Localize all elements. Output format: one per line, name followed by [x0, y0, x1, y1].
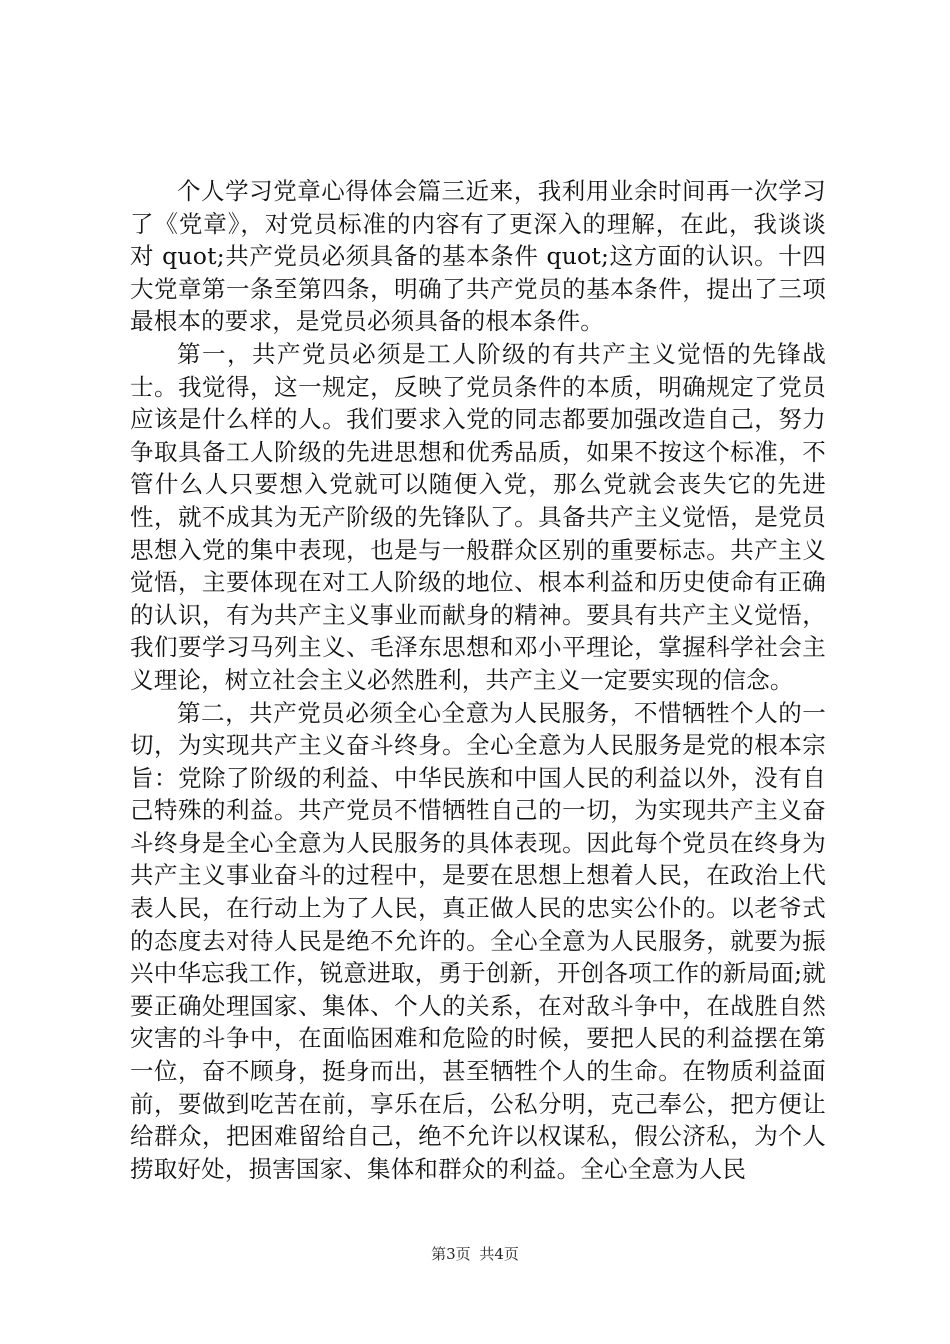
paragraph-3: 第二，共产党员必须全心全意为人民服务，不惜牺牲个人的一切，为实现共产主义奋斗终身。全心全意为人民服务是党的根本宗旨：党除了阶级的利益、中华民族和中国人民的利益以外，没有自己特殊的利益。共产党员不惜牺牲自己的一切，为实现共产主义奋斗终身是全心全意为人民服务的具体表现。因此每个党员在终身为共产主义事业奋斗的过程中，是要在思想上想着人民，在政治上代表人民，在行动上为了人民，真正做人民的忠实公仆的。以老爷式的态度去对待人民是绝不允许的。全心全意为人民服务，就要为振兴中华忘我工作，锐意进取，勇于创新，开创各项工作的新局面;就要正确处理国家、集体、个人的关系，在对敌斗争中，在战胜自然灾害的斗争中，在面临困难和危险的时候，要把人民的利益摆在第一位，奋不顾身，挺身而出，甚至牺牲个人的生命。在物质利益面前，要做到吃苦在前，享乐在后，公私分明，克己奉公，把方便让给群众，把困难留给自己，绝不允许以权谋私，假公济私，为个人捞取好处，损害国家、集体和群众的利益。全心全意为人民: [130, 698, 826, 1183]
page-total: 共4页: [479, 1245, 519, 1263]
page-footer: [0, 1244, 950, 1264]
paragraph-1: 个人学习党章心得体会篇三近来，我利用业余时间再一次学习了《党章》，对党员标准的内容有了更深入的理解，在此，我谈谈对 quot;共产党员必须具备的基本条件 quot;这方面的认识。十四大党章第一条至第四条，明确了共产党员的基本条件，提出了三项最根本的要求，是党员必须具备的根本条件。: [130, 177, 826, 336]
paragraph-2: 第一，共产党员必须是工人阶级的有共产主义觉悟的先锋战士。我觉得，这一规定，反映了党员条件的本质，明确规定了党员应该是什么样的人。我们要求入党的同志都要加强改造自己，努力争取具备工人阶级的先进思想和优秀品质，如果不按这个标准，不管什么人只要想入党就可以随便入党，那么党就会丧失它的先进性，就不成其为无产阶级的先锋队了。具备共产主义觉悟，是党员思想入党的集中表现，也是与一般群众区别的重要标志。共产主义觉悟，主要体现在对工人阶级的地位、根本利益和历史使命有正确的认识，有为共产主义事业而献身的精神。要具有共产主义觉悟，我们要学习马列主义、毛泽东思想和邓小平理论，掌握科学社会主义理论，树立社会主义必然胜利，共产主义一定要实现的信念。: [130, 339, 826, 694]
document-body: [130, 175, 826, 1185]
page-number: 第3页: [431, 1245, 471, 1263]
